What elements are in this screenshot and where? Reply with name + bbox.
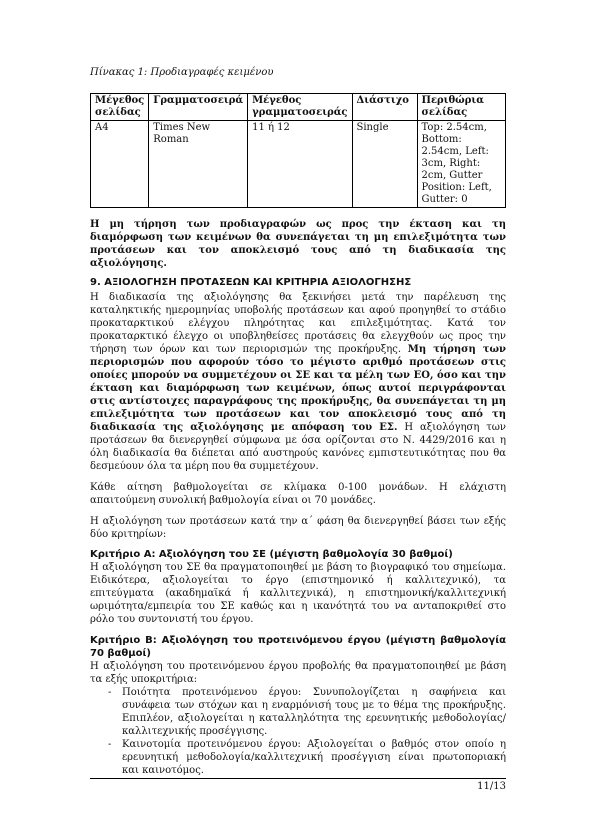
section-paragraph: Η αξιολόγηση των προτάσεων κατά την α΄ φάση θα διενεργηθεί βάσει των εξής δύο κριτηρίων: (90, 516, 506, 540)
table-cell: Times New Roman (149, 121, 248, 208)
criterion-a-title: Κριτήριο Α: Αξιολόγηση του ΣΕ (μέγιστη βαθμολογία 30 βαθμοί) (90, 549, 453, 560)
text-spec-table (90, 93, 506, 208)
page-number: 11/13 (477, 781, 506, 792)
table-header: Μέγεθος σελίδας (91, 94, 149, 121)
table-header: Περιθώρια σελίδας (417, 94, 506, 121)
criterion-b-list (90, 686, 506, 777)
list-item: - Ποιότητα προτεινόμενου έργου: Συνυπολογίζεται η σαφήνεια και συνάφεια των στόχων και η εναρμόνισή τους με το θέμα της προκήρυξης. Επιπλέον, αξιολογείται η καταλληλότητα της ερευνητικής μεθοδολογίας/καλλιτεχνικής προσέγγισης. (122, 686, 506, 738)
paragraph-text: Η αξιολόγηση των προτάσεων θα διενεργηθεί σύμφωνα με όσα ορίζονται στο Ν. 4429/2016 και η όλη διαδικασία θα διέπεται από αυστηρούς κανόνες εμπιστευτικότητας που θα δεσμεύουν όλα τα μέρη που θα συμμετέχουν. (90, 422, 506, 472)
table-cell: A4 (91, 121, 149, 208)
table-caption: Πίνακας 1: Προδιαγραφές κειμένου (90, 67, 274, 78)
table-cell: Top: 2.54cm, Bottom: 2.54cm, Left: 3cm, Right: 2cm, Gutter Position: Left, Gutter: 0 (417, 121, 506, 208)
table-header-row (91, 94, 506, 121)
table-header: Γραμματοσειρά (149, 94, 248, 121)
section-9 (90, 276, 506, 777)
table-cell: 11 ή 12 (248, 121, 352, 208)
section-paragraph (90, 291, 506, 473)
list-item: - Καινοτομία προτεινόμενου έργου: Αξιολογείται ο βαθμός στον οποίο η ερευνητική μεθοδολογία/καλλιτεχνική προσέγγιση είναι πρωτοποριακή και καινοτόμος. (122, 738, 506, 777)
paragraph-text: Η διαδικασία της αξιολόγησης θα ξεκινήσει μετά την παρέλευση της καταληκτικής ημερομηνίας υποβολής προτάσεων και αφού προηγηθεί το στάδιο προκαταρκτικού ελέγχου πληρότητας και επιλεξιμότητας. Κατά τον προκαταρκτικό έλεγχο οι υποβληθείσες προτάσεις θα ελεγχθούν ως προς την τήρηση των όρων και των περιορισμών της προκήρυξης. (90, 292, 506, 355)
table-header: Διάστιχο (352, 94, 417, 121)
criterion-b-intro: Η αξιολόγηση του προτεινόμενου έργου προβολής θα πραγματοποιηθεί με βάση τα εξής υποκριτήρια: (90, 661, 506, 685)
criterion-b-title: Κριτήριο Β: Αξιολόγηση του προτεινόμενου έργου (μέγιστη βαθμολογία 70 βαθμοί) (90, 635, 506, 659)
footer-divider (90, 778, 506, 779)
paragraph-bold-text: Μη τήρηση των περιορισμών που αφορούν τόσο το μέγιστο αριθμό προτάσεων στις οποίες μπορούν να συμμετέχουν οι ΣΕ και τα μέλη των ΕΟ, όσο και την έκταση και διαμόρφωση των κειμένων, όπως αυτοί περιγράφονται στις αντίστοιχες παραγράφους της προκήρυξης, θα συνεπάγεται τη μη επιλεξιμότητα των προτάσεων και τον αποκλεισμό τους από τη διαδικασία της αξιολόγησης με απόφαση του ΕΣ. (90, 344, 506, 433)
criterion-a-text: Η αξιολόγηση του ΣΕ θα πραγματοποιηθεί με βάση το βιογραφικό του σημείωμα. Ειδικότερα, αξιολογείται το έργο (επιστημονικό ή καλλιτεχνικό), τα επιτεύγματα (ακαδημαϊκά ή καλλιτεχνικά), η επιστημονική/καλλιτεχνική ωριμότητα/εμπειρία του ΣΕ καθώς και η ικανότητά του να ανταποκριθεί στο ρόλο του συντονιστή του έργου. (90, 562, 506, 625)
table-row (91, 121, 506, 208)
table-cell: Single (352, 121, 417, 208)
warning-paragraph: Η μη τήρηση των προδιαγραφών ως προς την έκταση και τη διαμόρφωση των κειμένων θα συνεπάγεται τη μη επιλεξιμότητα των προτάσεων και τον αποκλεισμό τους από τη διαδικασία της αξιολόγησης. (90, 219, 506, 269)
section-heading: 9. ΑΞΙΟΛΟΓΗΣΗ ΠΡΟΤΑΣΕΩΝ ΚΑΙ ΚΡΙΤΗΡΙΑ ΑΞΙΟΛΟΓΗΣΗΣ (90, 277, 412, 288)
section-paragraph: Κάθε αίτηση βαθμολογείται σε κλίμακα 0-100 μονάδων. Η ελάχιστη απαιτούμενη συνολική βαθμολογία είναι οι 70 μονάδες. (90, 482, 506, 506)
table-header: Μέγεθος γραμματοσειράς (248, 94, 352, 121)
